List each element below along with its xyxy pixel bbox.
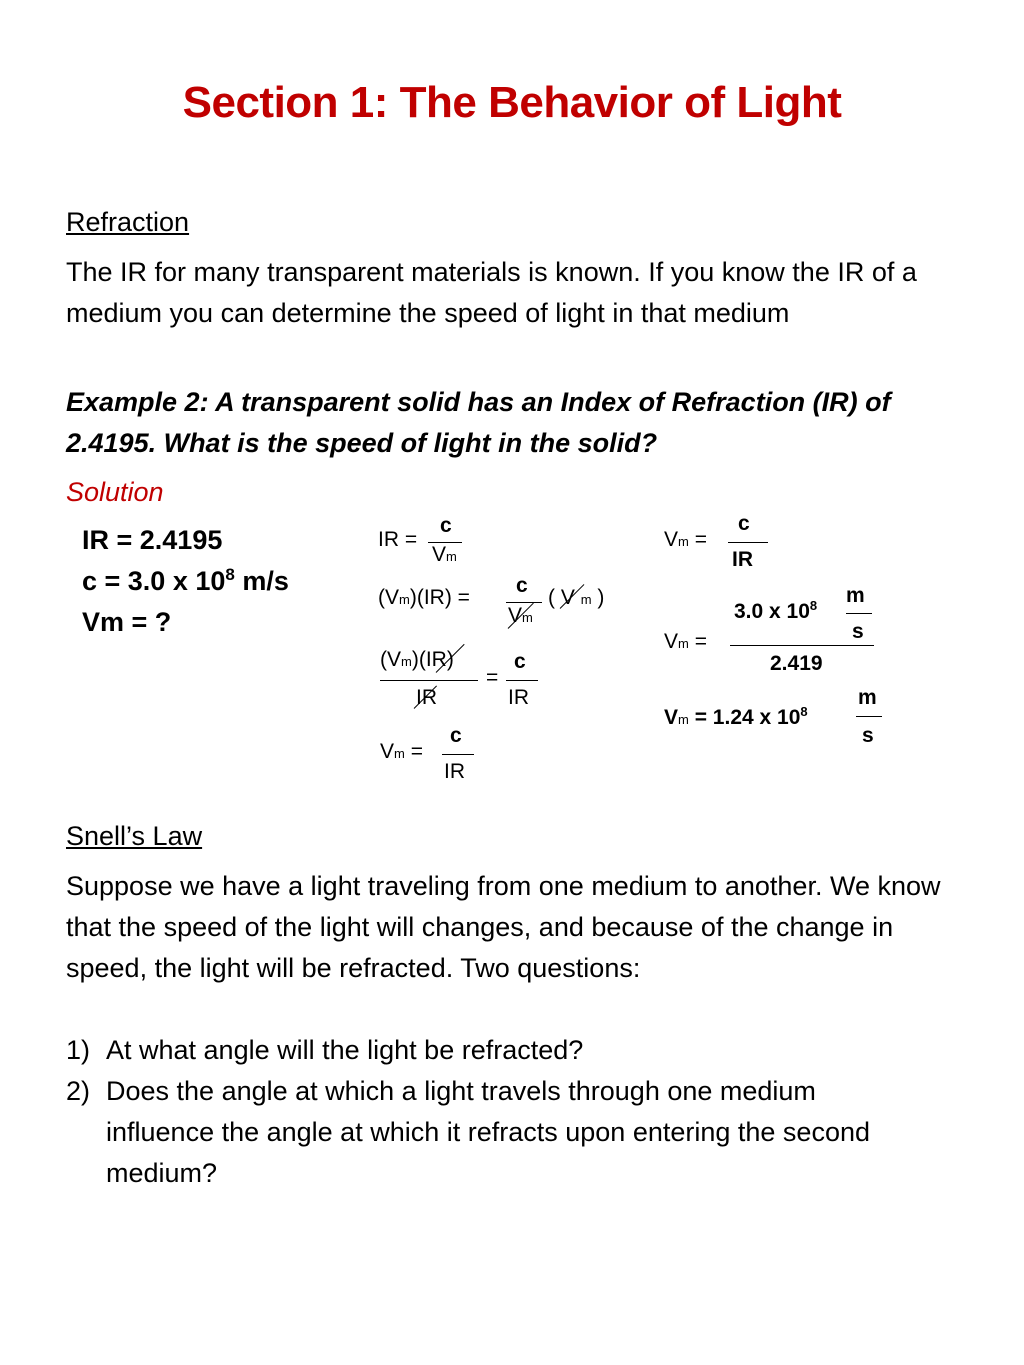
deriv2-den: Vm xyxy=(508,604,533,627)
example-text: Example 2: A transparent solid has an Index of Refraction (IR) of 2.4195. What is the speed of light in the solid? xyxy=(66,387,891,458)
list-item: 2) Does the angle at which a light travels through one medium influence the angle at which it refracts upon entering the second medium? xyxy=(66,1076,870,1188)
deriv1-num: c xyxy=(440,514,452,537)
given-values xyxy=(82,520,289,643)
given-c: c = 3.0 x $10^8$ m/s xyxy=(82,565,289,596)
list-item: 1) At what angle will the light be refracted? xyxy=(66,1035,584,1065)
deriv3-fraction-bar xyxy=(380,680,478,681)
deriv2-num: c xyxy=(516,574,528,597)
deriv4-num: c xyxy=(450,724,462,747)
given-ir: IR = 2.4195 xyxy=(82,525,223,555)
page-title: Section 1: The Behavior of Light xyxy=(182,78,842,127)
result2-unit-s: s xyxy=(852,620,864,643)
deriv2-lhs: (Vm)(IR) = xyxy=(378,586,470,609)
snells-heading: Snell’s Law xyxy=(66,821,203,851)
deriv4-lhs: Vm = xyxy=(380,740,423,763)
solution-label: Solution xyxy=(66,477,164,507)
result1-fraction-bar xyxy=(728,542,768,543)
result1-num: c xyxy=(738,512,750,535)
result3-unit-bar xyxy=(856,716,882,717)
result3: Vm = 1.24 x $10^8$ xyxy=(664,704,808,729)
result3-unit-m: m xyxy=(858,686,877,709)
result2-lhs: Vm = xyxy=(664,630,707,653)
result2-den: 2.419 xyxy=(770,652,823,675)
refraction-paragraph: The IR for many transparent materials is known. If you know the IR of a medium you can determine the speed of light in that medium xyxy=(66,257,917,328)
deriv3-num: (Vm)(IR) xyxy=(380,648,454,671)
deriv3-rhs-num: c xyxy=(514,650,526,673)
deriv3-rhs-den: IR xyxy=(508,686,529,709)
result2-num: 3.0 x $10^8$ xyxy=(734,598,818,623)
refraction-heading: Refraction xyxy=(66,207,190,237)
deriv3-den: IR xyxy=(416,686,437,709)
deriv4-fraction-bar xyxy=(442,754,474,755)
questions-list xyxy=(66,1030,966,1194)
given-vm: Vm = ? xyxy=(82,607,172,637)
deriv3-eq: = xyxy=(486,666,499,689)
deriv1-den: Vm xyxy=(432,543,457,566)
deriv1-lhs: IR = xyxy=(378,528,418,551)
result2-fraction-bar xyxy=(730,645,874,646)
deriv2-rhs: ( V m ) xyxy=(548,586,605,609)
deriv2-fraction-bar xyxy=(506,602,542,603)
deriv4-den: IR xyxy=(444,760,465,783)
snells-paragraph: Suppose we have a light traveling from one medium to another. We know that the speed of the light will changes, and because of the change in speed, the light will be refracted. Two questions: xyxy=(66,871,941,983)
result3-unit-s: s xyxy=(862,724,874,747)
deriv3-rhs-bar xyxy=(506,680,538,681)
result1-den: IR xyxy=(732,548,753,571)
result2-unit-bar xyxy=(846,613,872,614)
result2-unit-m: m xyxy=(846,584,865,607)
result1-lhs: Vm = xyxy=(664,528,707,551)
